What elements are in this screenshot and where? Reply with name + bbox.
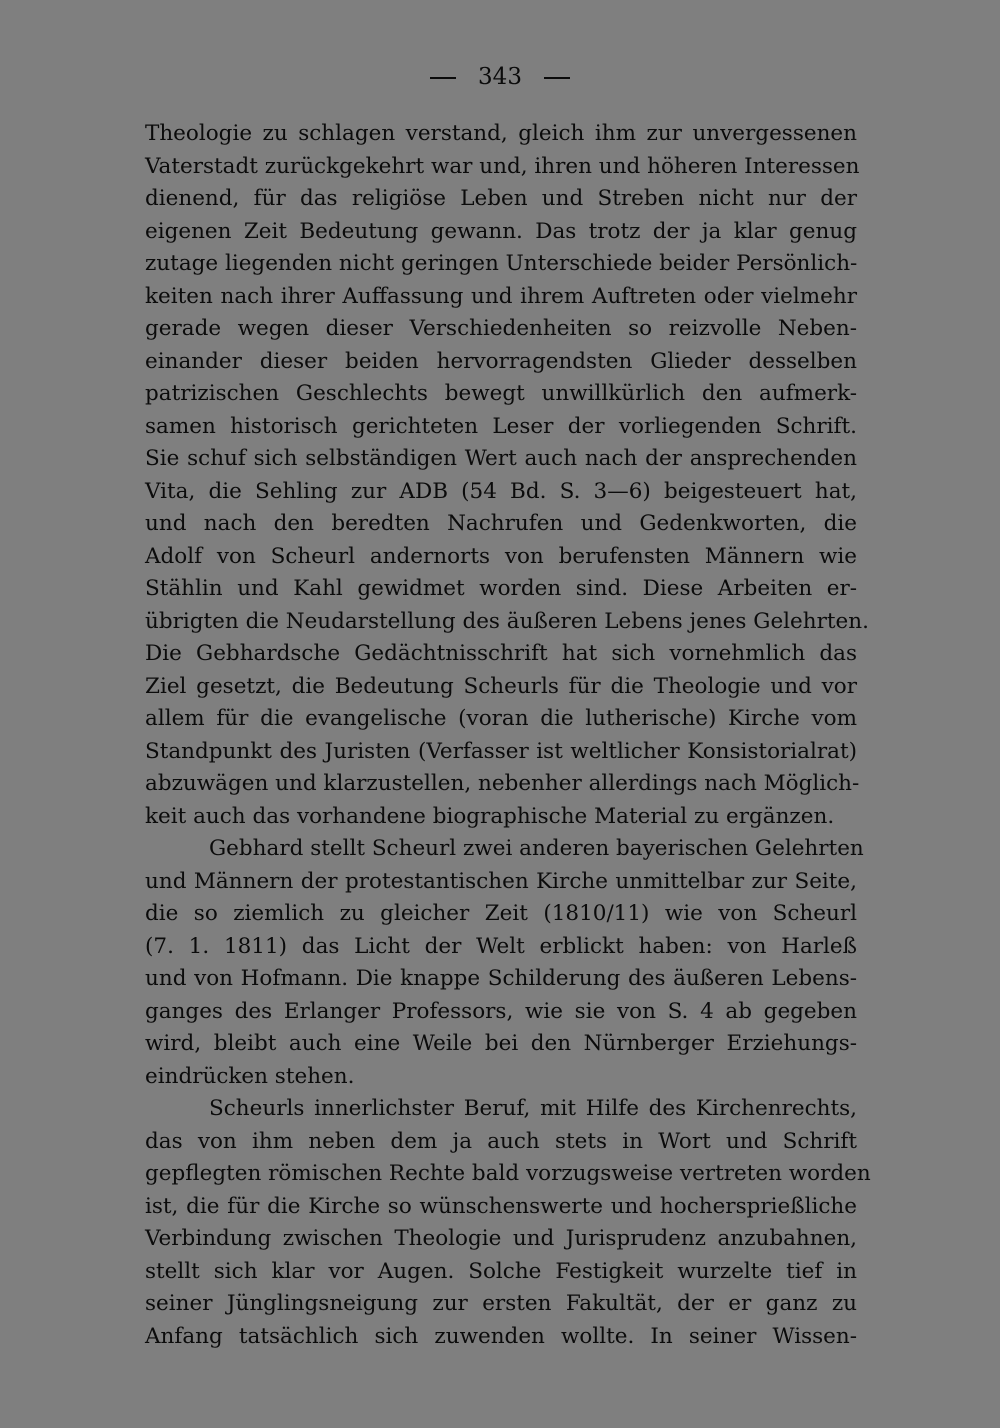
- text-line: und nach den beredten Nachrufen und Gedenkworten, die: [145, 511, 857, 536]
- page-number: 343: [478, 64, 522, 90]
- text-line: Anfang tatsächlich sich zuwenden wollte. In seiner Wissen-: [145, 1323, 857, 1349]
- text-line: Sie schuf sich selbständigen Wert auch nach der ansprechenden: [145, 446, 857, 471]
- text-line: Standpunkt des Juristen (Verfasser ist weltlicher Konsistorialrat): [145, 738, 857, 764]
- page-header: [0, 62, 1000, 92]
- text-line: (7. 1. 1811) das Licht der Welt erblickt haben: von Harleß: [145, 933, 857, 959]
- text-line: Die Gebhardsche Gedächtnisschrift hat sich vornehmlich das: [145, 641, 857, 666]
- text-line: die so ziemlich zu gleicher Zeit (1810/11) wie von Scheurl: [145, 901, 857, 926]
- text-line: keiten nach ihrer Auffassung und ihrem Auftreten oder vielmehr: [145, 283, 857, 309]
- text-line: dienend, für das religiöse Leben und Streben nicht nur der: [145, 186, 857, 211]
- text-line: und von Hofmann. Die knappe Schilderung des äußeren Lebens-: [145, 966, 857, 991]
- text-line: gepflegten römischen Rechte bald vorzugsweise vertreten worden: [145, 1161, 871, 1186]
- text-line: einander dieser beiden hervorragendsten Glieder desselben: [145, 348, 857, 374]
- text-line: Gebhard stellt Scheurl zwei anderen bayerischen Gelehrten: [209, 836, 864, 861]
- text-line: keit auch das vorhandene biographische Material zu ergänzen.: [145, 803, 835, 829]
- text-line: Adolf von Scheurl andernorts von berufensten Männern wie: [145, 543, 857, 569]
- text-line: ganges des Erlanger Professors, wie sie von S. 4 ab gegeben: [145, 998, 857, 1024]
- text-line: und Männern der protestantischen Kirche unmittelbar zur Seite,: [145, 868, 857, 894]
- text-line: Vita, die Sehling zur ADB (54 Bd. S. 3—6) beigesteuert hat,: [145, 478, 857, 504]
- text-line: Stählin und Kahl gewidmet worden sind. Diese Arbeiten er-: [145, 576, 857, 601]
- text-line: zutage liegenden nicht geringen Unterschiede beider Persönlich-: [145, 251, 858, 276]
- text-line: abzuwägen und klarzustellen, nebenher allerdings nach Möglich-: [145, 771, 860, 796]
- text-line: Theologie zu schlagen verstand, gleich ihm zur unvergessenen: [145, 121, 857, 146]
- text-line: samen historisch gerichteten Leser der vorliegenden Schrift.: [145, 413, 857, 439]
- text-line: ist, die für die Kirche so wünschenswerte und hochersprießliche: [145, 1193, 857, 1219]
- text-line: Scheurls innerlichster Beruf, mit Hilfe des Kirchenrechts,: [209, 1096, 857, 1121]
- text-line: eigenen Zeit Bedeutung gewann. Das trotz der ja klar genug: [145, 218, 857, 244]
- text-line: stellt sich klar vor Augen. Solche Festigkeit wurzelte tief in: [145, 1258, 857, 1284]
- text-line: übrigten die Neudarstellung des äußeren Lebens jenes Gelehrten.: [145, 608, 869, 634]
- text-line: seiner Jünglingsneigung zur ersten Fakultät, der er ganz zu: [145, 1291, 857, 1316]
- text-line: Verbindung zwischen Theologie und Jurisprudenz anzubahnen,: [145, 1226, 857, 1251]
- text-line: wird, bleibt auch eine Weile bei den Nürnberger Erziehungs-: [145, 1031, 857, 1056]
- text-line: Vaterstadt zurückgekehrt war und, ihren und höheren Interessen: [145, 153, 860, 179]
- text-line: patrizischen Geschlechts bewegt unwillkürlich den aufmerk-: [145, 381, 857, 406]
- text-line: das von ihm neben dem ja auch stets in Wort und Schrift: [145, 1128, 857, 1154]
- text-line: gerade wegen dieser Verschiedenheiten so reizvolle Neben-: [145, 316, 857, 341]
- text-line: allem für die evangelische (voran die lutherische) Kirche vom: [145, 706, 857, 731]
- text-line: eindrücken stehen.: [145, 1063, 355, 1089]
- header-dash-right: [544, 77, 570, 79]
- text-line: Ziel gesetzt, die Bedeutung Scheurls für die Theologie und vor: [145, 673, 857, 699]
- body-text: [145, 118, 871, 1353]
- header-dash-left: [430, 77, 456, 79]
